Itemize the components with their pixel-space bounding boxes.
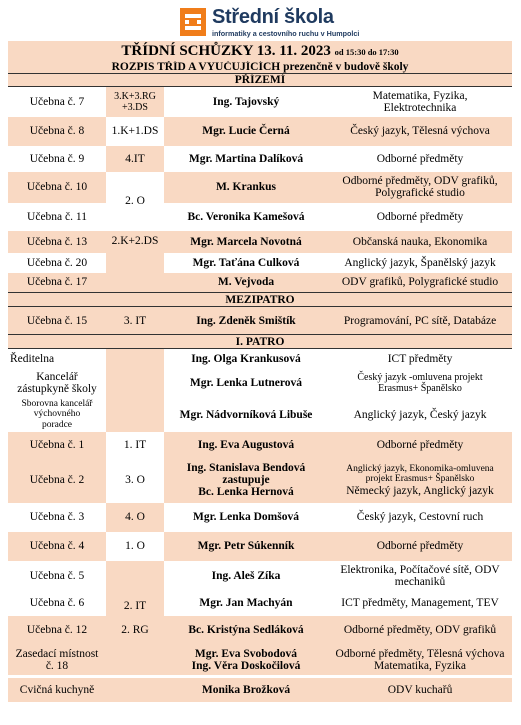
teacher-cell: Mgr. Eva Svobodová Ing. Věra Doskočilová: [164, 645, 328, 675]
subjects-cell: Český jazyk, Tělesná výchova: [328, 117, 512, 146]
table-row: [8, 369, 512, 398]
subjects-cell: Odborné předměty: [328, 532, 512, 561]
teacher-cell: Mgr. Lenka Lutnerová: [164, 369, 328, 398]
teacher-cell: Ing. Tajovský: [164, 87, 328, 117]
teacher-cell: Ing. Aleš Zíka: [164, 561, 328, 591]
table-row: [8, 231, 512, 253]
table-row: [8, 561, 512, 591]
teacher-cell: Mgr. Taťána Culková: [164, 253, 328, 273]
room-cell: Kancelář zástupkyně školy: [8, 369, 106, 398]
table-row: [8, 591, 512, 616]
school-logo: [178, 6, 378, 40]
subjects-cell: Elektronika, Počítačové sítě, ODV mechaniků: [328, 561, 512, 591]
subjects-cell: ICT předměty, Management, TEV: [328, 591, 512, 616]
subjects-cell: ICT předměty: [328, 349, 512, 369]
teacher-cell: Ing. Zdeněk Smištík: [164, 307, 328, 335]
title-text: TŘÍDNÍ SCHŮZKY 13. 11. 2023: [121, 42, 331, 59]
class-cell: 4. O: [106, 503, 164, 532]
subjects-cell: Odborné předměty: [328, 203, 512, 231]
table-row: [8, 87, 512, 117]
school-name: Střední škola: [212, 6, 334, 28]
teacher-cell: Mgr. Jan Machyán: [164, 591, 328, 616]
subjects-line: Německý jazyk, Anglický jazyk: [346, 484, 494, 497]
subjects-cell: [328, 458, 512, 503]
teacher-cell: Ing. Stanislava Bendová zastupuje Bc. Lenka Hernová: [164, 458, 328, 503]
school-subtitle: informatiky a cestovního ruchu v Humpolci: [212, 29, 360, 38]
room-cell: Cvičná kuchyně: [8, 678, 106, 702]
room-cell: Učebna č. 11: [8, 203, 106, 231]
class-cell: [106, 87, 164, 117]
room-cell: Učebna č. 12: [8, 616, 106, 645]
table-row: [8, 273, 512, 293]
table-row: [8, 253, 512, 273]
table-row: [8, 645, 512, 675]
table-row: [8, 203, 512, 231]
subjects-cell: Odborné předměty: [328, 432, 512, 458]
class-cell: 3. IT: [106, 307, 164, 335]
room-cell: Učebna č. 9: [8, 146, 106, 172]
class-cell: 4.IT: [106, 146, 164, 172]
subjects-cell: ODV grafiků, Polygrafické studio: [328, 273, 512, 293]
subjects-cell: Odborné předměty, ODV grafiků: [328, 616, 512, 645]
teacher-cell: M. Vejvoda: [164, 273, 328, 293]
room-cell: Učebna č. 15: [8, 307, 106, 335]
class-cell: 2. O: [106, 172, 164, 231]
teacher-cell: Ing. Olga Krankusová: [164, 349, 328, 369]
teacher-cell: Mgr. Petr Súkenník: [164, 532, 328, 561]
room-cell: Učebna č. 5: [8, 561, 106, 591]
subjects-line: Anglický jazyk, Ekonomika-omluvena projekt Erasmus+ Španělsko: [346, 463, 494, 484]
school-logo-icon: [180, 8, 206, 36]
room-cell: Učebna č. 10: [8, 172, 106, 203]
class-cell: 3. O: [106, 458, 164, 503]
teacher-cell: M. Krankus: [164, 172, 328, 203]
section-patro: I. PATRO: [8, 335, 512, 349]
subjects-cell: Český jazyk -omluvena projekt Erasmus+ Španělsko: [328, 369, 512, 398]
class-cell: 1. O: [106, 532, 164, 561]
class-cell: 1. IT: [106, 432, 164, 458]
table-row: [8, 458, 512, 503]
room-cell: Učebna č. 1: [8, 432, 106, 458]
table-row: [8, 146, 512, 172]
subjects-cell: Programování, PC sítě, Databáze: [328, 307, 512, 335]
subjects-cell: Odborné předměty, ODV grafiků, Polygrafické studio: [328, 172, 512, 203]
class-label: 3.K+3.RG +3.DS: [114, 90, 156, 113]
teacher-cell: Bc. Veronika Kamešová: [164, 203, 328, 231]
table-row: [8, 398, 512, 432]
room-cell: Učebna č. 3: [8, 503, 106, 532]
table-row: [8, 616, 512, 645]
class-cell: 2. IT: [106, 561, 164, 616]
table-row: [8, 117, 512, 146]
room-cell: Učebna č. 4: [8, 532, 106, 561]
subjects-cell: Český jazyk, Cestovní ruch: [328, 503, 512, 532]
room-cell: Sborovna kancelář výchovného poradce: [8, 398, 106, 432]
room-cell: Učebna č. 8: [8, 117, 106, 146]
subjects-cell: Odborné předměty, Tělesná výchova Matematika, Fyzika: [328, 645, 512, 675]
room-cell: Učebna č. 17: [8, 273, 106, 293]
subjects-cell: Anglický jazyk, Český jazyk: [328, 398, 512, 432]
table-row: [8, 678, 512, 702]
room-cell: Učebna č. 20: [8, 253, 106, 273]
subjects-cell: Matematika, Fyzika, Elektrotechnika: [328, 87, 512, 117]
subjects-cell: ODV kuchařů: [328, 678, 512, 702]
page-title: [8, 41, 512, 61]
teacher-cell: Bc. Kristýna Sedláková: [164, 616, 328, 645]
teacher-cell: Mgr. Lenka Domšová: [164, 503, 328, 532]
room-cell: Učebna č. 6: [8, 591, 106, 616]
section-mezipatro: MEZIPATRO: [8, 293, 512, 307]
teacher-cell: Ing. Eva Augustová: [164, 432, 328, 458]
table-row: [8, 172, 512, 203]
room-cell: Učebna č. 7: [8, 87, 106, 117]
subjects-cell: Odborné předměty: [328, 146, 512, 172]
table-row: [8, 503, 512, 532]
page-subtitle: ROZPIS TŘÍD A VYUČUJÍCÍCH prezenčně v budově školy: [8, 61, 512, 74]
table-row: [8, 532, 512, 561]
teacher-cell: Mgr. Lucie Černá: [164, 117, 328, 146]
class-cell: 1.K+1.DS: [106, 117, 164, 146]
class-cell: [106, 645, 164, 675]
teacher-cell: Mgr. Nádvorníková Libuše: [164, 398, 328, 432]
section-prizemi: PŘÍZEMÍ: [8, 74, 512, 87]
room-cell: Zasedací místnost č. 18: [8, 645, 106, 675]
class-cell: [106, 349, 164, 432]
time-range: od 15:30 do 17:30: [334, 46, 399, 57]
teacher-cell: Mgr. Marcela Novotná: [164, 231, 328, 253]
table-row: [8, 307, 512, 335]
table-row: [8, 349, 512, 369]
subjects-cell: Anglický jazyk, Španělský jazyk: [328, 253, 512, 273]
schedule-table: [8, 41, 512, 702]
table-row: [8, 432, 512, 458]
room-cell: Učebna č. 13: [8, 231, 106, 253]
room-cell: Učebna č. 2: [8, 458, 106, 503]
class-cell: 2. RG: [106, 616, 164, 645]
class-cell: [106, 678, 164, 702]
teacher-cell: Mgr. Martina Dalíková: [164, 146, 328, 172]
teacher-cell: Monika Brožková: [164, 678, 328, 702]
room-cell: Ředitelna: [8, 349, 106, 369]
subjects-cell: Občanská nauka, Ekonomika: [328, 231, 512, 253]
class-cell: 2.K+2.DS: [106, 231, 164, 293]
